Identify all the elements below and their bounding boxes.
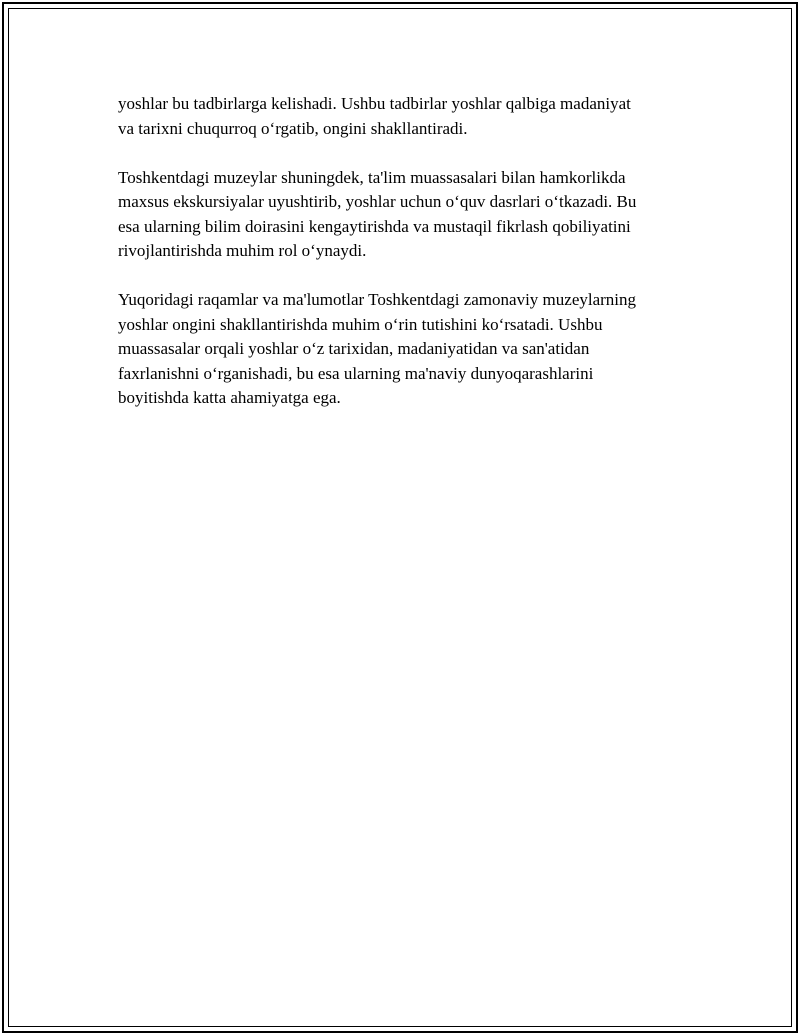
text-line: esa ularning bilim doirasini kengaytirishda va mustaqil fikrlash qobiliyatini [118, 216, 631, 236]
document-body [118, 92, 698, 435]
text-line: rivojlantirishda muhim rol o‘ynaydi. [118, 241, 367, 260]
paragraph-2 [118, 166, 698, 264]
text-line: va tarixni chuqurroq o‘rgatib, ongini shakllantiradi. [118, 118, 468, 138]
text-line: boyitishda katta ahamiyatga ega. [118, 388, 341, 407]
text-line: maxsus ekskursiyalar uyushtirib, yoshlar uchun o‘quv dasrlari o‘tkazadi. Bu [118, 192, 637, 211]
paragraph-3 [118, 288, 698, 411]
paragraph-1 [118, 92, 698, 141]
text-line: muassasalar orqali yoshlar o‘z tarixidan, madaniyatidan va san'atidan [118, 339, 590, 358]
text-line: faxrlanishni o‘rganishadi, bu esa ularning ma'naviy dunyoqarashlarini [118, 363, 594, 383]
text-line: Yuqoridagi raqamlar va ma'lumotlar Toshkentdagi zamonaviy muzeylarning [118, 290, 637, 309]
text-line: yoshlar bu tadbirlarga kelishadi. Ushbu tadbirlar yoshlar qalbiga madaniyat [118, 94, 631, 113]
text-line: Toshkentdagi muzeylar shuningdek, ta'lim muassasalari bilan hamkorlikda [118, 167, 626, 187]
text-line: yoshlar ongini shakllantirishda muhim o‘rin tutishini ko‘rsatadi. Ushbu [118, 314, 603, 334]
